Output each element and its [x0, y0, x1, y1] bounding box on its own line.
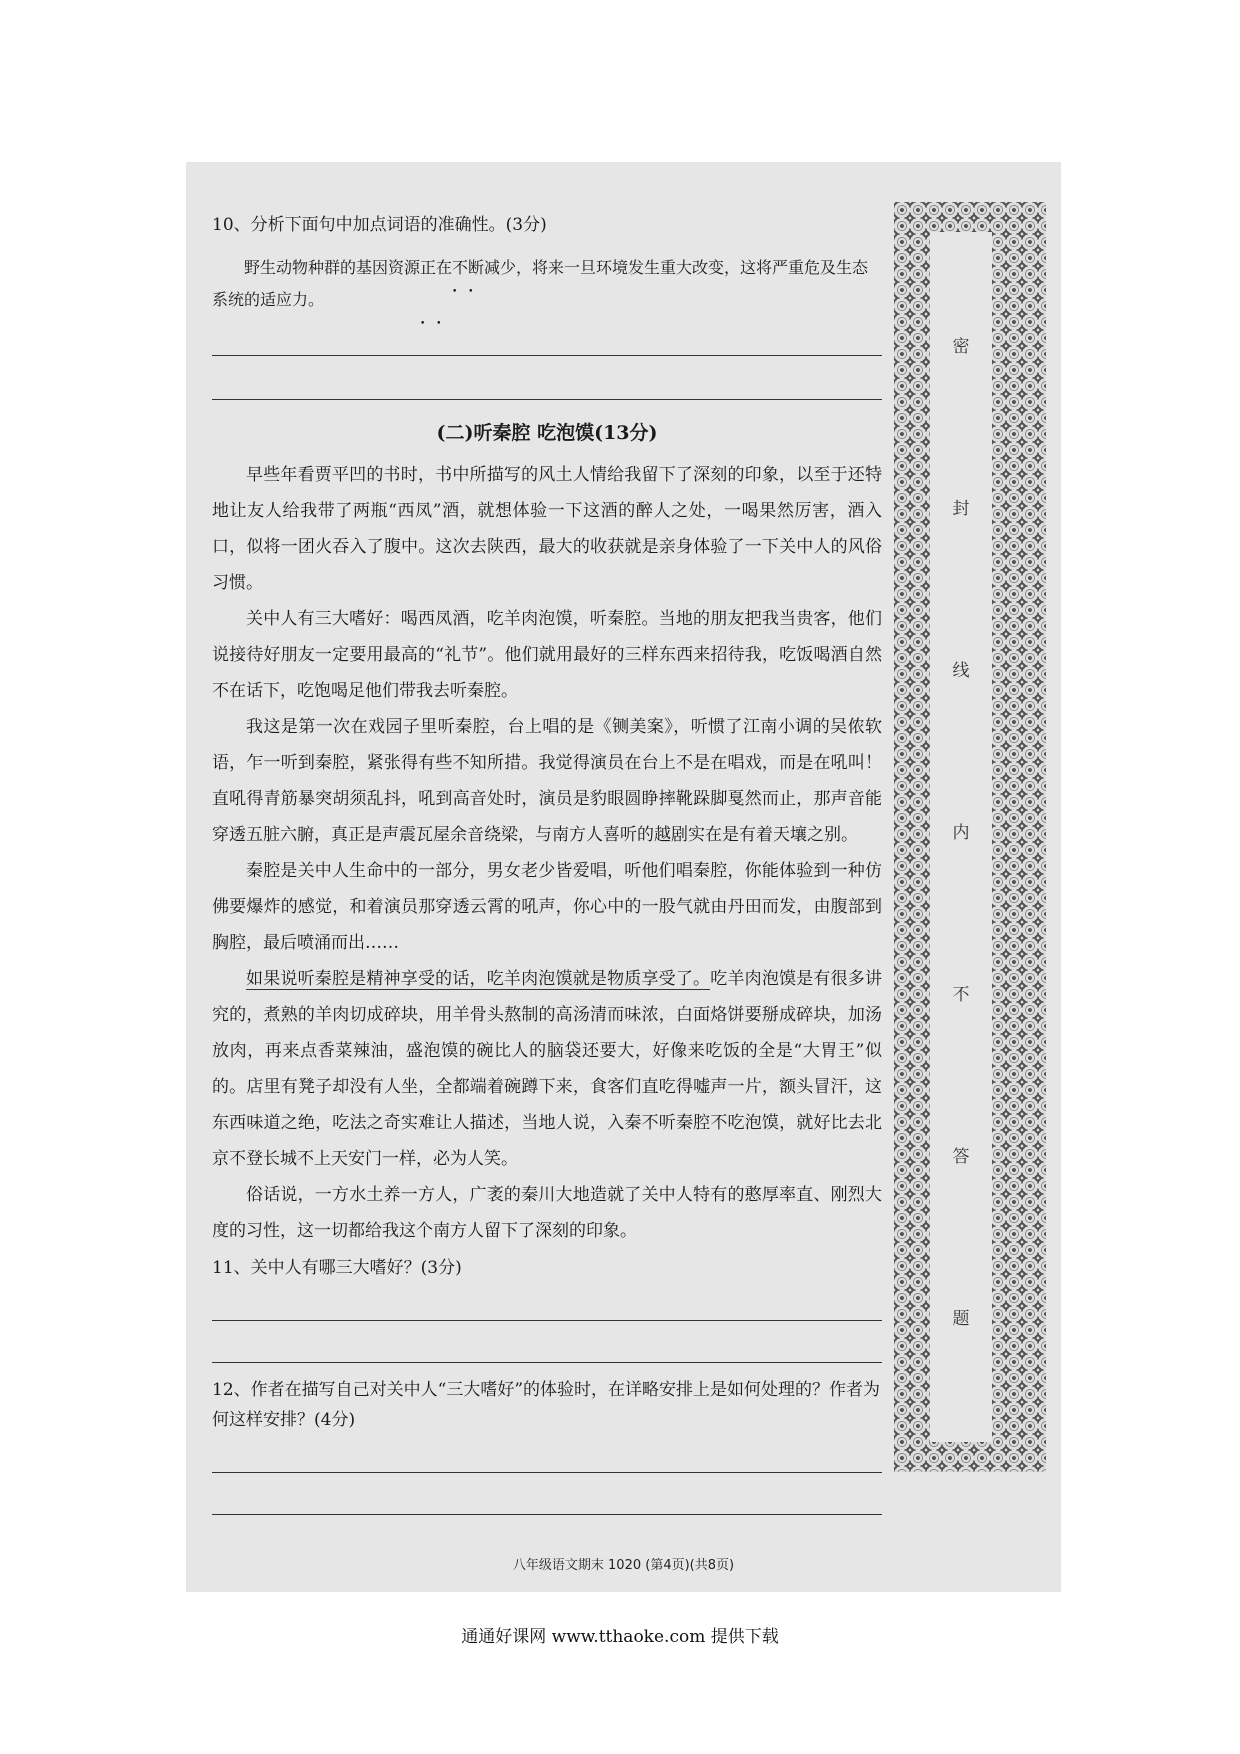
- question-12: 12、作者在描写自己对关中人“三大嗜好”的体验时，在详略安排上是如何处理的？作者为何这样安排？(4分): [212, 1380, 881, 1430]
- underlined-sentence: 如果说听秦腔是精神享受的话，吃羊肉泡馍就是物质享受了。: [246, 969, 711, 989]
- download-credit: 通通好课网 www.tthaoke.com 提供下载: [461, 1627, 779, 1647]
- paragraph: 我这是第一次在戏园子里听秦腔，台上唱的是《铡美案》，听惯了江南小调的吴侬软语，乍一听到秦腔，紧张得有些不知所措。我觉得演员在台上不是在唱戏，而是在吼叫！直吼得青筋暴突胡须乱抖，吼到高音处时，演员是豹眼圆睁摔靴跺脚戛然而止，那声音能穿透五脏六腑，真正是声震瓦屋余音绕梁，与南方人喜听的越剧实在是有着天壤之别。: [212, 717, 882, 845]
- question-10-sentence: [212, 252, 882, 316]
- seal-line-column: [930, 232, 992, 1442]
- answer-line[interactable]: [212, 354, 882, 356]
- seal-char: 题: [952, 1309, 970, 1329]
- paragraph: 秦腔是关中人生命中的一部分，男女老少皆爱唱，听他们唱秦腔，你能体验到一种仿佛要爆炸的感觉，和着演员那穿透云霄的吼声，你心中的一股气就由丹田而发，由腹部到胸腔，最后喷涌而出……: [212, 861, 882, 953]
- seal-char: 密: [952, 337, 970, 357]
- dotted-words: 正在不断 • • • •: [420, 258, 484, 277]
- seal-char: 答: [952, 1147, 970, 1167]
- seal-char: 内: [952, 823, 970, 843]
- paragraph: 俗话说，一方水土养一方人，广袤的秦川大地造就了关中人特有的憨厚率直、刚烈大度的习性，这一切都给我这个南方人留下了深刻的印象。: [212, 1185, 882, 1241]
- page-footer: 八年级语文期末 1020 (第4页)(共8页): [512, 1558, 735, 1573]
- answer-line[interactable]: [212, 398, 882, 400]
- sentence-part: 减少，将来一旦环境发生重大改变，这将严重危及生态系统的适应力。: [212, 258, 869, 309]
- answer-line[interactable]: [212, 1319, 882, 1321]
- paragraph: 关中人有三大嗜好：喝西凤酒，吃羊肉泡馍，听秦腔。当地的朋友把我当贵客，他们说接待好朋友一定要用最高的“礼节”。他们就用最好的三样东西来招待我，吃饭喝酒自然不在话下，吃饱喝足他们带我去听秦腔。: [212, 609, 882, 701]
- exam-content: [212, 210, 882, 1515]
- seal-char: 不: [952, 985, 970, 1005]
- seal-char: 封: [952, 499, 970, 519]
- seal-char: 线: [952, 661, 970, 681]
- sentence-part: 野生动物种群的基因资源: [244, 258, 421, 277]
- paragraph: 早些年看贾平凹的书时，书中所描写的风土人情给我留下了深刻的印象，以至于还特地让友人给我带了两瓶“西凤”酒，就想体验一下这酒的醉人之处，一喝果然厉害，酒入口，似将一团火吞入了腹中。这次去陕西，最大的收获就是亲身体验了一下关中人的风俗习惯。: [212, 465, 882, 593]
- answer-line[interactable]: [212, 1513, 882, 1515]
- question-11: 11、关中人有哪三大嗜好？(3分): [212, 1258, 462, 1278]
- answer-line[interactable]: [212, 1471, 882, 1473]
- paragraph-rest: 吃羊肉泡馍是有很多讲究的，煮熟的羊肉切成碎块，用羊骨头熬制的高汤清而味浓，白面烙饼要掰成碎块，加汤放肉，再来点香菜辣油，盛泡馍的碗比人的脑袋还要大，好像来吃饭的全是“大胃王”似的。店里有凳子却没有人坐，全都端着碗蹲下来，食客们直吃得嘘声一片，额头冒汗，这东西味道之绝，吃法之奇实难让人描述，当地人说，入秦不听秦腔不吃泡馍，就好比去北京不登长城不上天安门一样，必为人笑。: [212, 969, 882, 1169]
- answer-line[interactable]: [212, 1361, 882, 1363]
- question-10: 10、分析下面句中加点词语的准确性。(3分): [212, 215, 547, 235]
- paragraph: [212, 961, 882, 1177]
- section-title: (二)听秦腔 吃泡馍(13分): [436, 422, 658, 444]
